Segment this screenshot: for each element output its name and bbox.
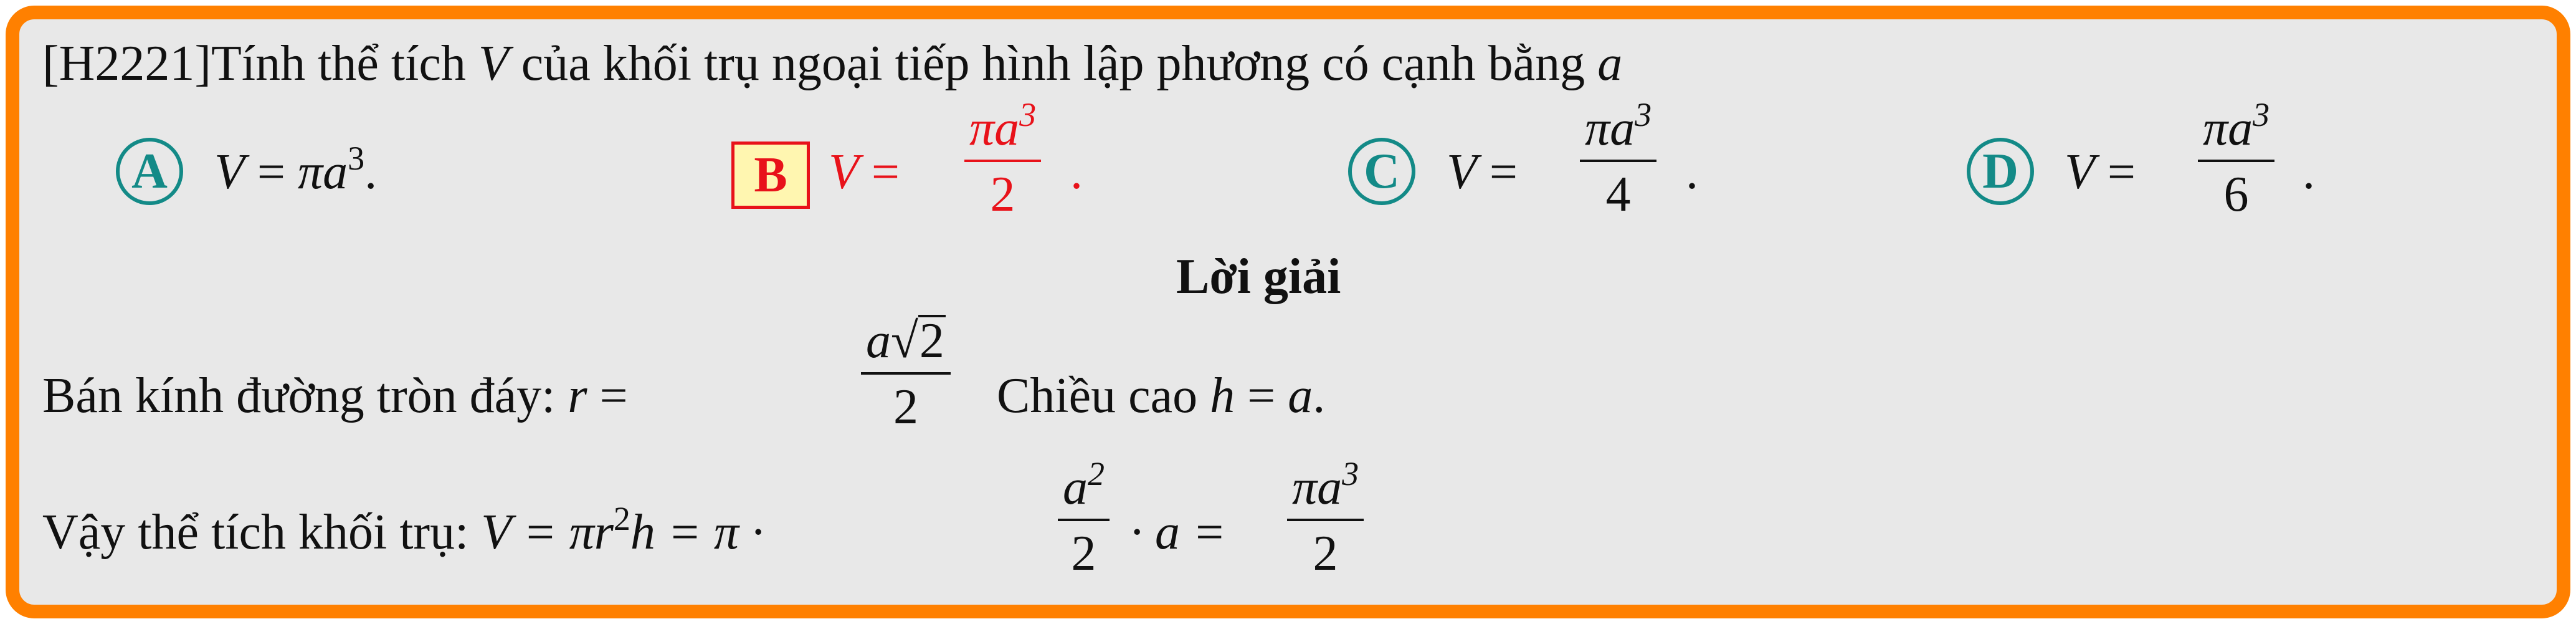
option-b-tail: . [1070,145,1083,199]
frac2-den: 2 [1313,526,1338,581]
option-d-tail: . [2303,145,2315,199]
option-c-tail: . [1686,145,1698,199]
option-c-fraction[interactable] [1580,96,1656,222]
option-b-eq: = [858,145,900,199]
option-b-lhs-group[interactable] [829,147,900,197]
solution-line1-eq: = [587,368,628,423]
frac1-num: a [1063,460,1088,515]
option-d-eq: = [2094,145,2136,199]
volume-expr1: V = πr [481,505,614,560]
option-a-expr: πa [298,145,348,199]
option-b-marker[interactable] [731,142,810,209]
option-c-label: C [1364,144,1400,199]
solution-line1-height [997,368,1326,423]
volume-exp-r: 2 [613,500,630,537]
option-d-fraction[interactable] [2198,96,2274,222]
option-d-label: D [1982,144,2018,199]
frac2-exp: 3 [1342,455,1359,492]
option-a-marker[interactable] [116,138,183,205]
height-var-a: a [1288,368,1313,423]
option-d-marker[interactable] [1967,138,2034,205]
option-d-den: 6 [2223,167,2249,222]
option-d-lhs-group[interactable] [2065,147,2136,197]
question-text [42,36,1623,91]
solution-line1-label: Bán kính đường tròn đáy: [42,368,568,423]
option-b-exp: 3 [1019,96,1037,133]
option-a-label: A [131,144,168,199]
sqrt-radical: √ [891,314,918,368]
option-c-den: 4 [1605,167,1631,222]
option-d-lhs: V [2065,145,2095,199]
option-d-num: πa [2203,101,2253,156]
solution-frac1 [1058,455,1110,581]
question-prefix: [H2221]Tính thể tích [42,36,478,91]
option-a-tail: . [364,145,378,199]
solution-heading: Lời giải [1176,249,1341,304]
frac1-den: 2 [1071,526,1096,581]
option-a-exp: 3 [348,140,365,177]
option-c-marker[interactable] [1348,138,1415,205]
option-c-lhs-group[interactable] [1447,147,1518,197]
solution-line1-r: r [568,368,587,423]
volume-expr2: h = π · [630,505,764,560]
solution-frac2 [1287,455,1364,581]
question-mid: của khối trụ ngoại tiếp hình lập phương có cạnh bằng [508,36,1598,91]
radius-den: 2 [893,380,918,434]
option-b-label: B [754,148,787,203]
option-c-exp: 3 [1635,96,1652,133]
option-c-lhs: V [1447,145,1477,199]
solution-line1-text [42,368,628,423]
height-var-h: h [1210,368,1235,423]
option-a-answer[interactable] [214,140,378,199]
question-var-v: V [478,36,509,91]
option-b-lhs: V [829,145,859,199]
question-var-a: a [1597,36,1623,91]
option-c-eq: = [1476,145,1518,199]
radius-num-a: a [866,314,891,368]
solution-line2-mid: · a = [1130,505,1226,560]
frac1-exp: 2 [1088,455,1105,492]
option-b-num: πa [969,101,1020,156]
height-tail: . [1313,368,1326,423]
sqrt-radicand: 2 [919,314,944,368]
option-b-den: 2 [990,167,1015,222]
height-label: Chiều cao [997,368,1210,423]
solution-line2-label: Vậy thể tích khối trụ: [42,505,482,560]
frac2-num: πa [1292,460,1343,515]
option-a-lhs: V [214,145,245,199]
sqrt-symbol [891,315,946,366]
solution-line2-text [42,500,764,560]
option-b-fraction[interactable] [964,96,1041,222]
option-c-num: πa [1585,101,1635,156]
option-a-eq: = [244,145,298,199]
option-d-exp: 3 [2253,96,2270,133]
solution-radius-fraction [861,315,951,432]
height-eq: = [1235,368,1288,423]
